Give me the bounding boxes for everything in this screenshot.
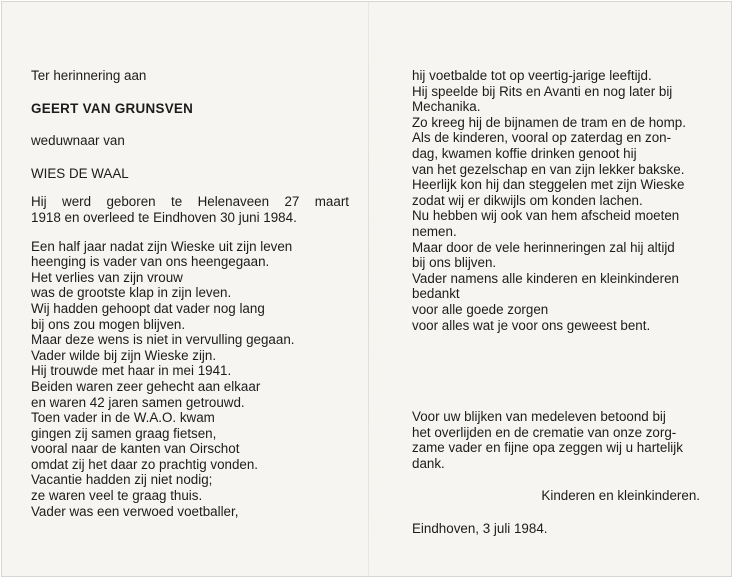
- text-line: Mechanika.: [412, 99, 481, 115]
- text-line: Zo kreeg hij de bijnamen de tram en de homp.: [412, 114, 686, 130]
- text-line: zame vader en fijne opa zeggen wij u hartelijk: [412, 440, 683, 456]
- text-line: ze waren veel te graag thuis.: [31, 488, 203, 504]
- text-line: Wij hadden gehoopt dat vader nog lang: [31, 300, 265, 316]
- text-line: 1918 en overleed te Eindhoven 30 juni 1984.: [31, 209, 297, 225]
- widower-label: weduwnaar van: [31, 133, 125, 149]
- text-line: Als de kinderen, vooral op zaterdag en zon-: [412, 130, 672, 146]
- text-line: bij ons blijven.: [412, 255, 497, 271]
- text-line: Maar deze wens is niet in vervulling gegaan.: [31, 332, 295, 348]
- text-line: Vader was een verwoed voetballer,: [31, 503, 239, 519]
- birth-death-paragraph: [31, 194, 349, 225]
- place-date: Eindhoven, 3 juli 1984.: [412, 521, 548, 537]
- text-line: vooral naar de kanten van Oirschot: [31, 441, 240, 457]
- text-line: voor alle goede zorgen: [412, 301, 549, 317]
- text-line: was de grootste klap in zijn leven.: [31, 285, 232, 301]
- text-line: dag, kwamen koffie drinken genoot hij: [412, 145, 637, 161]
- spouse-name: WIES DE WAAL: [31, 165, 129, 181]
- right-page: [412, 68, 712, 537]
- text-line: bedankt: [412, 286, 460, 302]
- text-line: van het gezelschap en van zijn lekker bakske.: [412, 161, 685, 177]
- text-line: Vacantie hadden zij niet nodig;: [31, 472, 213, 488]
- memorial-card: [1, 1, 732, 577]
- text-line: hij voetbalde tot op veertig-jarige leeftijd.: [412, 68, 652, 83]
- text-line: en waren 42 jaren samen getrouwd.: [31, 394, 245, 410]
- text-line: Heerlijk kon hij dan steggelen met zijn Wieske: [412, 177, 685, 193]
- memorial-text-continued: [412, 68, 712, 333]
- text-line: voor alles wat je voor ons geweest bent.: [412, 317, 651, 333]
- text-line: Het verlies van zijn vrouw: [31, 269, 183, 285]
- text-line: het overlijden en de crematie van onze zorg-: [412, 424, 677, 440]
- left-page: [31, 68, 349, 519]
- text-line: heenging is vader van ons heengegaan.: [31, 254, 270, 270]
- text-line: Maar door de vele herinneringen zal hij altijd: [412, 239, 675, 255]
- memorial-text: [31, 239, 349, 520]
- text-line: bij ons zou mogen blijven.: [31, 316, 186, 332]
- text-line: Hij werd geboren te Helenaveen 27 maart: [31, 194, 349, 210]
- intro-text: Ter herinnering aan: [31, 68, 147, 83]
- text-line: Hij trouwde met haar in mei 1941.: [31, 363, 232, 379]
- text-line: nemen.: [412, 223, 457, 239]
- text-line: gingen zij samen graag fietsen,: [31, 425, 217, 441]
- text-line: dank.: [412, 455, 445, 471]
- thanks-paragraph: [412, 409, 712, 471]
- deceased-name: GEERT VAN GRUNSVEN: [31, 100, 194, 116]
- text-line: Vader namens alle kinderen en kleinkinderen: [412, 270, 679, 286]
- text-line: Hij speelde bij Rits en Avanti en nog later bij: [412, 83, 673, 99]
- signature: Kinderen en kleinkinderen.: [541, 488, 700, 504]
- text-line: omdat zij het daar zo prachtig vonden.: [31, 456, 259, 472]
- card-fold: [368, 2, 369, 576]
- text-line: Nu hebben wij ook van hem afscheid moeten: [412, 208, 680, 224]
- text-line: Beiden waren zeer gehecht aan elkaar: [31, 378, 261, 394]
- text-line: zodat wij er dikwijls om konden lachen.: [412, 192, 643, 208]
- text-line: Toen vader in de W.A.O. kwam: [31, 410, 215, 426]
- text-line: Voor uw blijken van medeleven betoond bij: [412, 409, 666, 425]
- text-line: Een half jaar nadat zijn Wieske uit zijn leven: [31, 238, 293, 254]
- text-line: Vader wilde bij zijn Wieske zijn.: [31, 347, 217, 363]
